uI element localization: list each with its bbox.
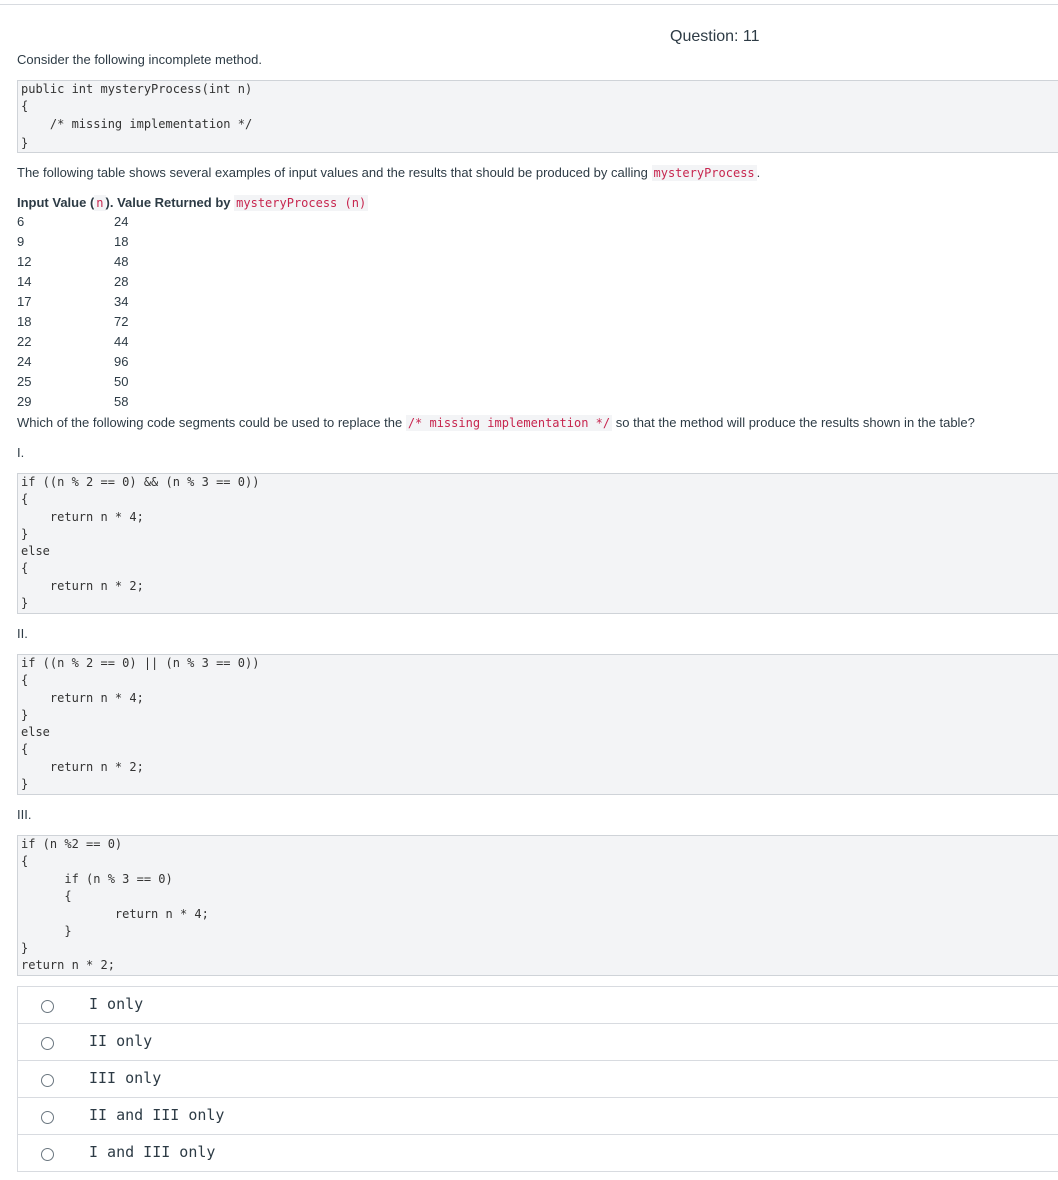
input-value-cell: 24: [17, 354, 32, 369]
input-value-cell: 29: [17, 394, 32, 409]
return-value-cell: 58: [114, 394, 129, 409]
answer-option[interactable]: [18, 1135, 1058, 1172]
return-value-cell: 72: [114, 314, 129, 329]
code-line: /* missing implementation */: [21, 117, 253, 131]
code-line: return n * 4;: [21, 510, 144, 524]
code-line: public int mysteryProcess(int n): [21, 82, 253, 96]
prompt-after: so that the method will produce the results shown in the table?: [615, 415, 975, 430]
return-value-cell: 50: [114, 374, 129, 389]
code-line: {: [21, 854, 29, 868]
radio-button[interactable]: [41, 1074, 54, 1087]
radio-button[interactable]: [41, 1037, 54, 1050]
code-line: if (n %2 == 0): [21, 837, 123, 851]
answer-label[interactable]: I only: [89, 995, 144, 1013]
input-value-cell: 12: [17, 254, 32, 269]
code-line: {: [21, 492, 29, 506]
return-value-cell: 48: [114, 254, 129, 269]
input-value-cell: 17: [17, 294, 32, 309]
code-segment-iii: [17, 835, 1058, 976]
code-line: {: [21, 889, 72, 903]
table-intro-text: The following table shows several examples of input values and the results that should be produced by calling: [17, 165, 648, 180]
return-value-cell: 18: [114, 234, 129, 249]
inline-code-call: mysteryProcess (n): [236, 196, 367, 210]
table-row: [17, 352, 128, 372]
answer-option[interactable]: [18, 1024, 1058, 1061]
table-header-part1: Input Value (: [17, 195, 95, 210]
answer-option[interactable]: [18, 1098, 1058, 1135]
code-line: }: [21, 527, 29, 541]
input-value-cell: 25: [17, 374, 32, 389]
radio-button[interactable]: [41, 1111, 54, 1124]
input-value-cell: 22: [17, 334, 32, 349]
table-row: [17, 232, 128, 252]
table-row: [17, 212, 128, 232]
answer-options: [17, 986, 1058, 1172]
radio-button[interactable]: [41, 1148, 54, 1161]
code-line: if ((n % 2 == 0) || (n % 3 == 0)): [21, 656, 260, 670]
table-row: [17, 392, 128, 412]
return-value-cell: 34: [114, 294, 129, 309]
table-row: [17, 272, 128, 292]
table-row: [17, 372, 128, 392]
code-line: }: [21, 777, 29, 791]
code-line: return n * 4;: [21, 691, 144, 705]
segment-label-i: I.: [17, 445, 25, 460]
return-value-cell: 28: [114, 274, 129, 289]
answer-label[interactable]: II only: [89, 1032, 153, 1050]
code-line: }: [21, 596, 29, 610]
code-line: {: [21, 742, 29, 756]
code-line: {: [21, 99, 29, 113]
table-header: [17, 195, 368, 210]
input-value-cell: 6: [17, 214, 25, 229]
code-line: else: [21, 544, 50, 558]
return-value-cell: 96: [114, 354, 129, 369]
code-line: if (n % 3 == 0): [21, 872, 173, 886]
answer-option[interactable]: [18, 1061, 1058, 1098]
code-line: }: [21, 941, 29, 955]
segment-label-ii: II.: [17, 626, 28, 641]
answer-label[interactable]: II and III only: [89, 1106, 225, 1124]
intro-text: Consider the following incomplete method.: [17, 52, 262, 67]
answer-label[interactable]: I and III only: [89, 1143, 216, 1161]
segment-label-iii: III.: [17, 807, 32, 822]
question-number: Question: 11: [670, 28, 760, 45]
code-segment-i: [17, 473, 1058, 614]
method-code-block: [17, 80, 1058, 153]
return-value-cell: 24: [114, 214, 129, 229]
examples-table: [17, 212, 128, 412]
table-intro-end: .: [756, 165, 761, 180]
return-value-cell: 44: [114, 334, 129, 349]
code-segment-ii: [17, 654, 1058, 795]
radio-button[interactable]: [41, 1000, 54, 1013]
table-header-part2: ). Value Returned by: [105, 195, 231, 210]
table-intro: [17, 165, 760, 180]
answer-option[interactable]: [18, 987, 1058, 1024]
code-line: {: [21, 673, 29, 687]
question-prompt: [17, 415, 975, 430]
code-line: }: [21, 708, 29, 722]
code-line: return n * 2;: [21, 579, 144, 593]
code-line: {: [21, 561, 29, 575]
table-row: [17, 252, 128, 272]
answer-label[interactable]: III only: [89, 1069, 162, 1087]
code-line: if ((n % 2 == 0) && (n % 3 == 0)): [21, 475, 260, 489]
code-line: }: [21, 136, 29, 150]
table-row: [17, 292, 128, 312]
input-value-cell: 14: [17, 274, 32, 289]
input-value-cell: 18: [17, 314, 32, 329]
table-row: [17, 332, 128, 352]
top-divider: [0, 4, 1058, 5]
code-line: return n * 2;: [21, 760, 144, 774]
inline-code-method-name: mysteryProcess: [653, 166, 755, 180]
code-line: return n * 4;: [21, 907, 209, 921]
inline-code-missing: /* missing implementation */: [407, 416, 611, 430]
inline-code-n: n: [96, 196, 104, 210]
code-line: else: [21, 725, 50, 739]
input-value-cell: 9: [17, 234, 25, 249]
code-line: }: [21, 924, 72, 938]
prompt-before: Which of the following code segments could be used to replace the: [17, 415, 403, 430]
code-line: return n * 2;: [21, 958, 115, 972]
table-row: [17, 312, 128, 332]
